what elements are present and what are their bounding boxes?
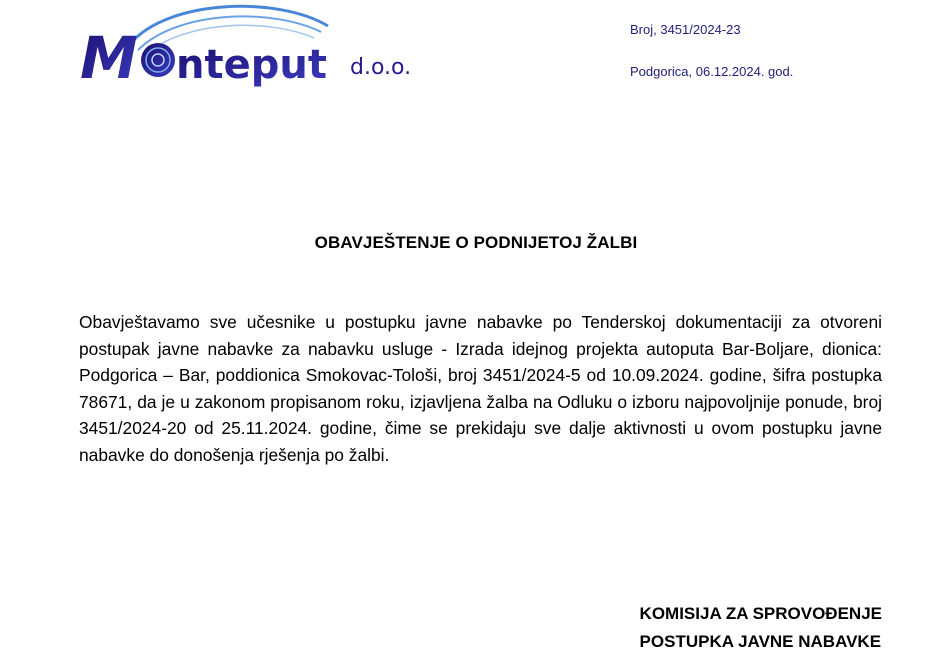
svg-text:M: M — [80, 24, 138, 92]
notice-body: Obavještavamo sve učesnike u postupku javne nabavke po Tenderskoj dokumentaciji za otvoreni postupak javne nabavke za nabavku usluge - Izrada idejnog projekta autoputa Bar-Boljare, dionica: Podgorica – Bar, poddionica Smokovac-Tološi, broj 3451/2024-5 od 10.09.2024. godine, šifra postupka 78671, da je u zakonom propisanom roku, izjavljena žalba na Odluku o izboru najpovoljnije ponude, broj 3451/2024-20 od 25.11.2024. godine, čime se prekidaju sve dalje aktivnosti u ovom postupku javne nabavke do donošenja rješenja po žalbi. — [79, 312, 882, 465]
svg-text:nteput: nteput — [176, 42, 327, 88]
signature-block — [640, 600, 882, 656]
reference-block — [630, 20, 793, 82]
reference-number: Broj, 3451/2024-23 — [630, 22, 741, 37]
document-title: OBAVJEŠTENJE O PODNIJETOJ ŽALBI — [314, 233, 638, 252]
signature-line-1: KOMISIJA ZA SPROVOĐENJE — [639, 604, 882, 623]
company-logo — [78, 4, 448, 94]
signature-line-2: POSTUPKA JAVNE NABAVKE — [639, 632, 882, 651]
svg-text:d.o.o.: d.o.o. — [350, 55, 412, 80]
place-date: Podgorica, 06.12.2024. god. — [630, 64, 794, 79]
